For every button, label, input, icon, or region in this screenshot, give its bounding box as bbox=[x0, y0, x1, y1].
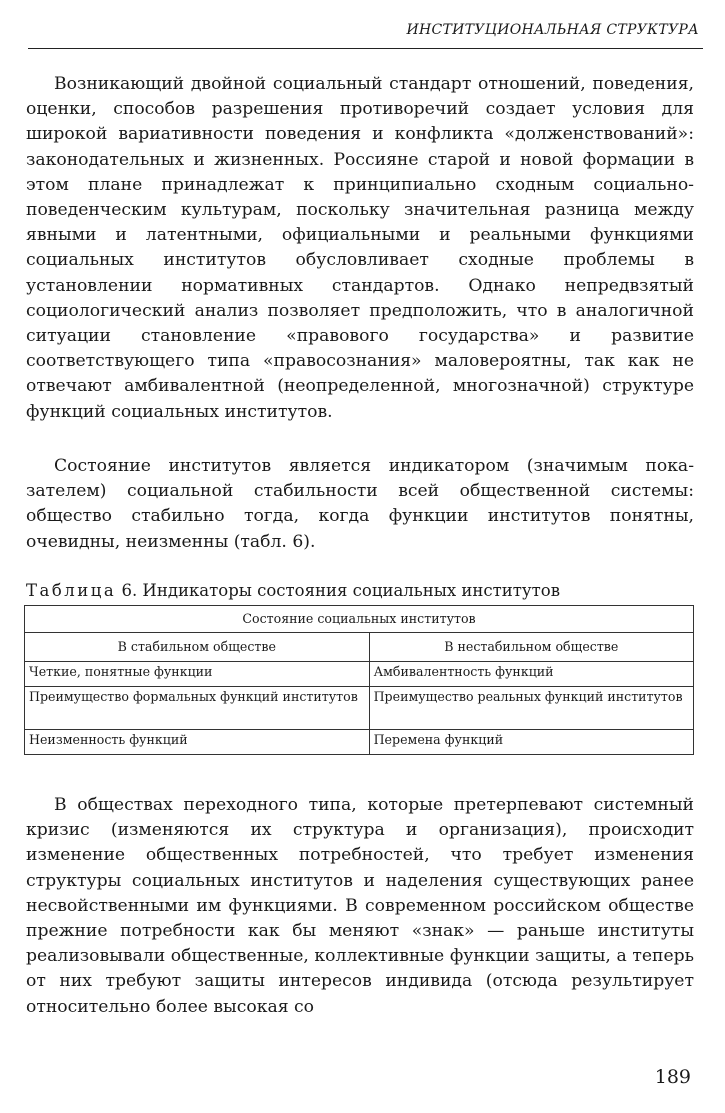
table-cell-unstable: Преимущество реальных функций институтов bbox=[369, 687, 693, 730]
table-caption bbox=[26, 580, 560, 602]
paragraph-text: В обществах переходного типа, которые претерпевают системный кризис (изменяются их структура и организация), происходит изменение общественных потребностей, что требует изменения структуры социальных институтов и наделения существующих ранее несвойственными им функциями. В современном российском обществе прежние потребности как бы меняют «знак» — раньше институты реализовывали общественные, коллективные функции защиты, а теперь от них требуют защиты интересов индивида (отсюда результирует относительно более высокая со bbox=[26, 795, 694, 1017]
table-caption-label: Таблица bbox=[26, 581, 117, 600]
table-row bbox=[25, 730, 694, 755]
paragraph-text: Состояние институтов является индикатором (значимым показателем) социальной стабильности всей общественной системы: общество стабильно тогда, когда функции институтов понятны, очевидны, неизменны (табл. 6). bbox=[26, 456, 694, 552]
paragraph-2 bbox=[26, 454, 694, 555]
column-header-stable: В стабильном обществе bbox=[25, 633, 370, 662]
indicators-table bbox=[24, 605, 694, 755]
table-cell-unstable: Амбивалентность функций bbox=[369, 662, 693, 687]
header-rule bbox=[28, 48, 703, 49]
table-cell-unstable: Перемена функций bbox=[369, 730, 693, 755]
page-number: 189 bbox=[654, 1066, 691, 1088]
table-row bbox=[25, 687, 694, 730]
running-head: ИНСТИТУЦИОНАЛЬНАЯ СТРУКТУРА bbox=[406, 22, 699, 38]
table-cell-stable: Четкие, понятные функции bbox=[25, 662, 370, 687]
column-header-unstable: В нестабильном обществе bbox=[369, 633, 693, 662]
table-cell-stable: Преимущество формальных функций институтов bbox=[25, 687, 370, 730]
paragraph-text: Возникающий двойной социальный стандарт отношений, поведения, оценки, способов разрешения противоречий создает условия для широкой вариативности поведения и конфликта «долженствований»: законодательных и жизненных. Россияне старой и новой формации в этом плане принадлежат к принципиально сходным социально-поведенческим культурам, поскольку значительная разница между явными и латентными, официальными и реальными функциями социальных институтов обусловливает сходные проблемы в установлении нормативных стандартов. Однако непредвзятый социологический анализ позволяет предположить, что в аналогичной ситуации становление «правового государства» и развитие соответствующего типа «правосознания» маловероятны, так как не отвечают амбивалентной (неопределенной, многозначной) структуре функций социальных институтов. bbox=[26, 74, 694, 422]
paragraph-3 bbox=[26, 793, 694, 1020]
table-row bbox=[25, 662, 694, 687]
paragraph-1 bbox=[26, 72, 694, 425]
table-header: Состояние социальных институтов bbox=[25, 606, 694, 633]
table-cell-stable: Неизменность функций bbox=[25, 730, 370, 755]
table-caption-title: 6. Индикаторы состояния социальных институтов bbox=[116, 581, 560, 600]
